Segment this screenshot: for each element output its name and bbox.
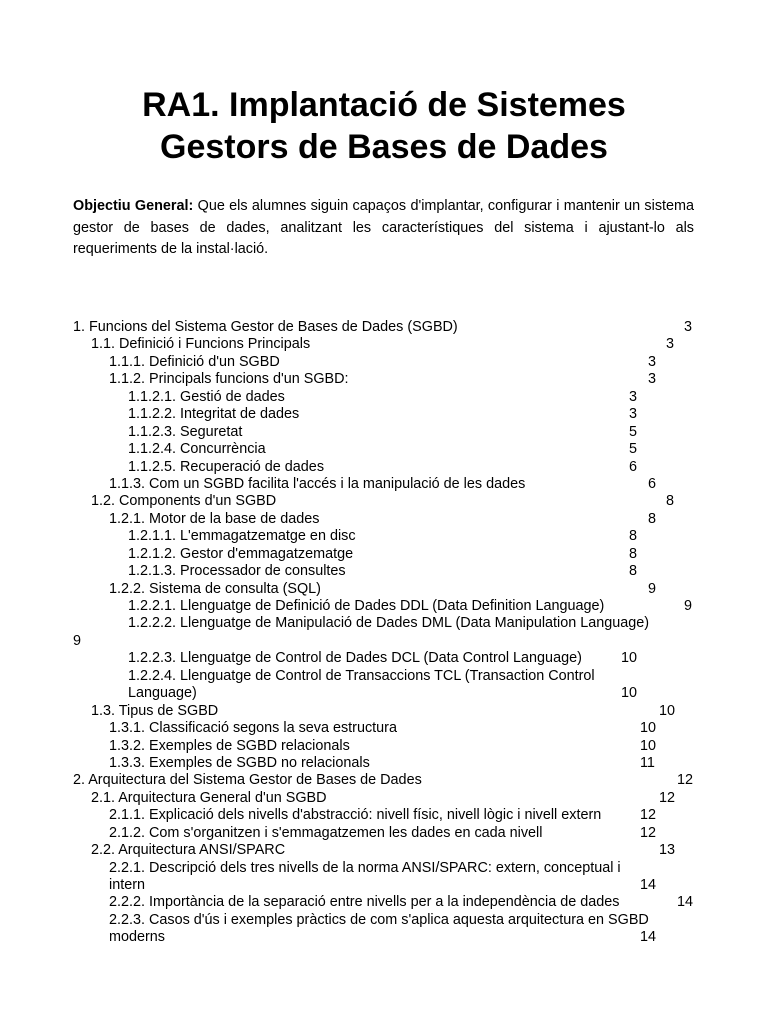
toc-entry-title: 1.2.2.4. Llenguatge de Control de Transaccions TCL (Transaction Control (128, 667, 595, 684)
toc-entry-title: 2.1.2. Com s'organitzen i s'emmagatzemen les dades en cada nivell (109, 824, 543, 841)
toc-entry (73, 511, 713, 528)
toc-entry (73, 668, 713, 685)
toc-entry-title: 1.1.2.2. Integritat de dades (128, 406, 300, 423)
toc-entry-page: 10 (621, 650, 638, 667)
toc-entry-title: 1.2.2.1. Llenguatge de Definició de Dades DDL (Data Definition Language) (128, 598, 605, 614)
toc-entry-page: 5 (629, 441, 638, 458)
toc-entry-page: 10 (621, 685, 638, 702)
toc-entry-title: 1.1.2.5. Recuperació de dades (128, 458, 325, 475)
toc-entry-title: 1.1.3. Com un SGBD facilita l'accés i la manipulació de les dades (109, 475, 526, 492)
toc-entry (73, 807, 713, 824)
toc-entry (73, 842, 713, 859)
toc-entry (73, 336, 713, 353)
toc-entry (73, 860, 713, 877)
document-title (0, 84, 768, 168)
toc-entry-page: 3 (684, 319, 693, 335)
toc-entry-page: 12 (677, 772, 694, 789)
toc-entry-page: 13 (659, 842, 676, 859)
toc-entry-title: 2.2.1. Descripció dels tres nivells de la norma ANSI/SPARC: extern, conceptual i (109, 859, 621, 876)
toc-entry-page: 6 (629, 458, 638, 475)
toc-entry-title: 2.2.2. Importància de la separació entre nivells per a la independència de dades (109, 894, 620, 911)
toc-entry-page: 8 (648, 510, 657, 527)
toc-entry-page: 10 (640, 720, 657, 737)
toc-entry (73, 598, 713, 615)
toc-entry-page: 10 (640, 737, 657, 754)
toc-entry-page: 12 (640, 807, 657, 824)
toc-entry-title: 1.3.3. Exemples de SGBD no relacionals (109, 754, 370, 771)
toc-entry (73, 685, 713, 702)
objective-text: Que els alumnes siguin capaços d'implantar, configurar i mantenir un sistema gestor de bases de dades, analitzant les característiques del sistema i ajustant-lo als requeriments de la instal·lació. (73, 198, 695, 257)
toc-entry-title: 1.1.1. Definició d'un SGBD (109, 353, 280, 370)
toc-entry-title: 1.2.2. Sistema de consulta (SQL) (109, 580, 321, 597)
toc-entry-title: 1.1.2.1. Gestió de dades (128, 388, 285, 405)
toc-entry (73, 790, 713, 807)
toc-entry-title: Language) (128, 685, 197, 702)
toc-entry-page: 8 (666, 493, 675, 510)
toc-entry (73, 581, 713, 598)
toc-entry (73, 546, 713, 563)
toc-entry-page: 14 (640, 877, 657, 893)
toc-entry-page: 8 (629, 545, 638, 562)
toc-entry (73, 755, 713, 772)
toc-entry-page: 9 (73, 632, 82, 649)
toc-entry-title: 1.2.1.3. Processador de consultes (128, 563, 346, 580)
toc-entry-title: 2.1. Arquitectura General d'un SGBD (91, 789, 327, 806)
toc-entry (73, 894, 713, 911)
toc-entry (73, 389, 713, 406)
toc-entry-page: 14 (640, 929, 657, 946)
toc-entry-title: 1.2.1.1. L'emmagatzematge en disc (128, 528, 356, 545)
toc-entry-page: 5 (629, 423, 638, 440)
toc-entry (73, 650, 713, 667)
toc-entry-title: 1.2.2.3. Llenguatge de Control de Dades DCL (Data Control Language) (128, 650, 582, 667)
toc-entry-title: 2. Arquitectura del Sistema Gestor de Bases de Dades (73, 772, 422, 789)
toc-entry (73, 354, 713, 371)
toc-entry-title: 2.1.1. Explicació dels nivells d'abstracció: nivell físic, nivell lògic i nivell extern (109, 807, 602, 824)
toc-entry (73, 877, 713, 894)
toc-entry (73, 615, 713, 632)
title-line-2: Gestors de Bases de Dades (160, 128, 608, 166)
toc-entry-title: 1.2. Components d'un SGBD (91, 493, 277, 510)
toc-entry (73, 633, 713, 650)
toc-entry-title: 1.1. Definició i Funcions Principals (91, 336, 311, 353)
toc-entry-title: 1.1.2.4. Concurrència (128, 441, 266, 458)
toc-entry (73, 476, 713, 493)
toc-entry-page: 3 (629, 406, 638, 423)
toc-entry (73, 563, 713, 580)
toc-entry (73, 929, 713, 946)
toc-entry-title: 1.3.2. Exemples de SGBD relacionals (109, 737, 350, 754)
toc-entry (73, 703, 713, 720)
toc-entry-page: 3 (666, 336, 675, 353)
toc-entry (73, 459, 713, 476)
toc-entry (73, 406, 713, 423)
toc-entry (73, 772, 713, 789)
toc-entry-title: 1.3.1. Classificació segons la seva estructura (109, 720, 397, 737)
toc-entry-page: 8 (629, 528, 638, 545)
toc-entry-title: 1.1.2.3. Seguretat (128, 423, 243, 440)
toc-entry (73, 493, 713, 510)
toc-entry-page: 3 (629, 388, 638, 405)
objective-paragraph (73, 196, 694, 261)
toc-entry-title: 1.2.1.2. Gestor d'emmagatzematge (128, 545, 354, 562)
toc-entry-page: 6 (648, 475, 657, 492)
toc-entry-title: 1.1.2. Principals funcions d'un SGBD: (109, 371, 349, 388)
toc-entry-title: 1.2.1. Motor de la base de dades (109, 510, 320, 527)
objective-label: Objectiu General: (73, 198, 194, 214)
toc-entry-title: intern (109, 877, 145, 893)
toc-entry (73, 738, 713, 755)
toc-entry-title: 2.2.3. Casos d'ús i exemples pràctics de com s'aplica aquesta arquitectura en SGBD (109, 911, 649, 928)
toc-entry (73, 912, 713, 929)
toc-entry-page: 9 (684, 598, 693, 614)
toc-entry (73, 424, 713, 441)
toc-entry (73, 441, 713, 458)
toc-entry-page: 3 (648, 353, 657, 370)
title-line-1: RA1. Implantació de Sistemes (142, 86, 626, 124)
toc-entry (73, 528, 713, 545)
table-of-contents (73, 319, 713, 947)
toc-entry-page: 3 (648, 371, 657, 388)
toc-entry-page: 12 (659, 789, 676, 806)
toc-entry-page: 10 (659, 702, 676, 719)
toc-entry-title: 1. Funcions del Sistema Gestor de Bases de Dades (SGBD) (73, 319, 458, 335)
toc-entry-page: 11 (640, 754, 655, 771)
toc-entry-title: 2.2. Arquitectura ANSI/SPARC (91, 842, 286, 859)
toc-entry-page: 12 (640, 824, 657, 841)
toc-entry-title: moderns (109, 929, 165, 946)
toc-entry (73, 720, 713, 737)
toc-entry-page: 9 (648, 580, 657, 597)
toc-entry (73, 371, 713, 388)
toc-entry-page: 8 (629, 563, 638, 580)
toc-entry-title: 1.3. Tipus de SGBD (91, 702, 219, 719)
toc-entry (73, 825, 713, 842)
toc-entry-page: 14 (677, 894, 694, 911)
toc-entry-title: 1.2.2.2. Llenguatge de Manipulació de Dades DML (Data Manipulation Language) (128, 615, 650, 632)
toc-entry (73, 319, 713, 336)
